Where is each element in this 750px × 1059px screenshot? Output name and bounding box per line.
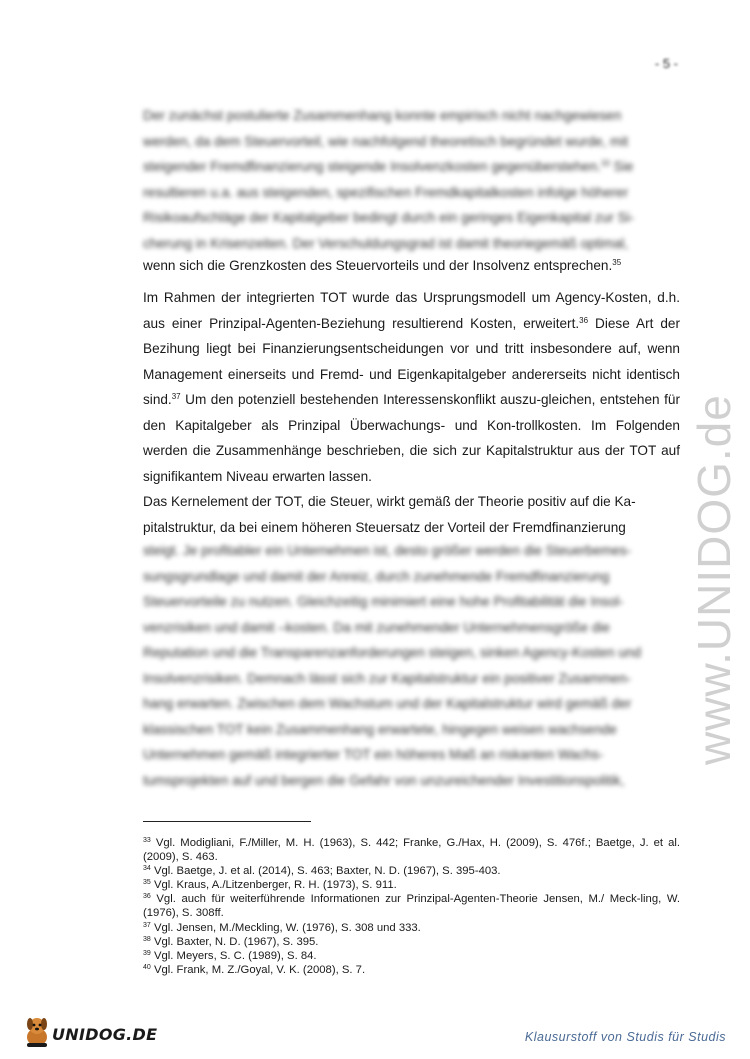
blurred-paragraph-bottom [143,538,680,793]
footnote-ref: 35 [612,258,622,267]
blurred-line: Risikoaufschläge der Kapitalgeber bedingt durch ein geringes Eigenkapital zur Si- [143,210,635,225]
footnote: $^{36}$ Vgl. auch für weiterführende Informationen zur Prinzipal-Agenten-Theorie Jensen, M./ Meck-ling, W. (1976), S. 308ff. [143,893,681,920]
blurred-line: sungsgrundlage und damit der Anreiz, durch zunehmende Fremdfinanzierung [143,568,610,584]
page-number: - 5 - [654,56,678,71]
blurred-line: Steuervorteile zu nutzen. Gleichzeitig minimiert eine hohe Profitabilität die Insol- [143,594,624,609]
watermark-text: www.UNIDOG.de [688,394,740,765]
blurred-line: steigender Fremdfinanzierung steigende Insolvenzkosten gegenüberstehen.$^{33}$ Sie [143,159,634,174]
blurred-line: Reputation und die Transparenzanforderungen steigen, sinken Agency-Kosten und [143,645,642,660]
footnote-ref: 37 [171,392,181,401]
footnotes [143,836,680,977]
footnote: $^{33}$ Vgl. Modigliani, F./Miller, M. H. (1963), S. 442; Franke, G./Hax, H. (2009), S. 476f.; Baetge, J. et al. (2009), S. 463. [143,837,681,864]
footnote: $^{37}$ Vgl. Jensen, M./Meckling, W. (1976), S. 308 und 333. [143,921,421,934]
blurred-line: werden, da dem Steuervorteil, wie nachfolgend theoretisch begründet wurde, mit [143,133,629,149]
paragraph-1-text: wenn sich die Grenzkosten des Steuervorteils und der Insolvenz entsprechen. [143,258,613,273]
footnote: $^{38}$ Vgl. Baxter, N. D. (1967), S. 395. [143,935,319,948]
blurred-line: tumsprojekten auf und bergen die Gefahr von unzureichender Investitionspolitik, [143,772,625,788]
blurred-line: Unternehmen gemäß integrierter TOT ein höheres Maß an riskanten Wachs- [143,747,604,762]
blurred-line: Insolvenzrisiken. Demnach lässt sich zur Kapitalstruktur ein positiver Zusammen- [143,670,632,686]
blurred-line: klassischen TOT kein Zusammenhang erwartete, hingegen weisen wachsende [143,721,617,737]
blurred-line: Der zunächst postulierte Zusammenhang konnte empirisch nicht nachgewiesen [143,108,622,123]
paragraph-3-line: Das Kernelement der TOT, die Steuer, wirkt gemäß der Theorie positiv auf die Ka- [143,494,636,509]
footnote-ref: 36 [579,315,589,325]
paragraph-3-line: pitalstruktur, da bei einem höheren Steuersatz der Vorteil der Fremdfinanzierung [143,519,626,535]
footnote: $^{34}$ Vgl. Baetge, J. et al. (2014), S. 463; Baxter, N. D. (1967), S. 395-403. [143,865,501,878]
blurred-line: steigt. Je profitabler ein Unternehmen ist, desto größer werden die Steuerbemes- [143,543,632,558]
unidog-logo[interactable] [22,1015,158,1051]
paragraph-2: Im Rahmen der integrierten TOT wurde das Ursprungsmodell um Agency-Kosten, d.h. aus einer Prinzipal-Agenten-Beziehung resultierend Kosten, erweitert.$^{36}$ Diese Art der Bezihung liegt bei Finanzierungsentscheidungen vor und tritt insbesondere auf, wenn Management einerseits und Fremd- und Eigenkapitalgeber andererseits nicht identisch sind.$^{37}$ Um den potenziell bestehenden Interessenskonflikt auszu-gleichen, entstehen für den Kapitalgeber als Prinzipal Überwachungs- und Kon-trollkosten. Im Folgenden werden die Zusammenhänge beschrieben, die sich zur Kapitalstruktur aus der TOT auf signifikantem Niveau erwarten lassen. [143,290,680,484]
blurred-line: resultieren u.a. aus steigenden, spezifischen Fremdkapitalkosten infolge höherer [143,184,629,200]
paragraph-3 [143,489,680,540]
blurred-line: cherung in Krisenzeiten. Der Verschuldungsgrad ist damit theoriegemäß optimal, [143,235,629,251]
footnote: $^{39}$ Vgl. Meyers, S. C. (1989), S. 84. [143,949,317,962]
blurred-paragraph-top [143,103,680,256]
blurred-line: venzrisiken und damit –kosten. Da mit zunehmender Unternehmensgröße die [143,619,610,635]
blurred-line: hang erwarten. Zwischen dem Wachstum und der Kapitalstruktur wird gemäß der [143,696,632,711]
paragraph-1-ending [143,253,680,279]
logo-text: UNIDOG.DE [52,1025,158,1044]
footnote: $^{35}$ Vgl. Kraus, A./Litzenberger, R. H. (1973), S. 911. [143,879,397,892]
footnote: $^{40}$ Vgl. Frank, M. Z./Goyal, V. K. (2008), S. 7. [143,963,366,976]
dog-mascot-icon [22,1015,52,1049]
footnote-separator [143,821,311,822]
footer-tagline: Klausurstoff von Studis für Studis [524,1030,726,1044]
